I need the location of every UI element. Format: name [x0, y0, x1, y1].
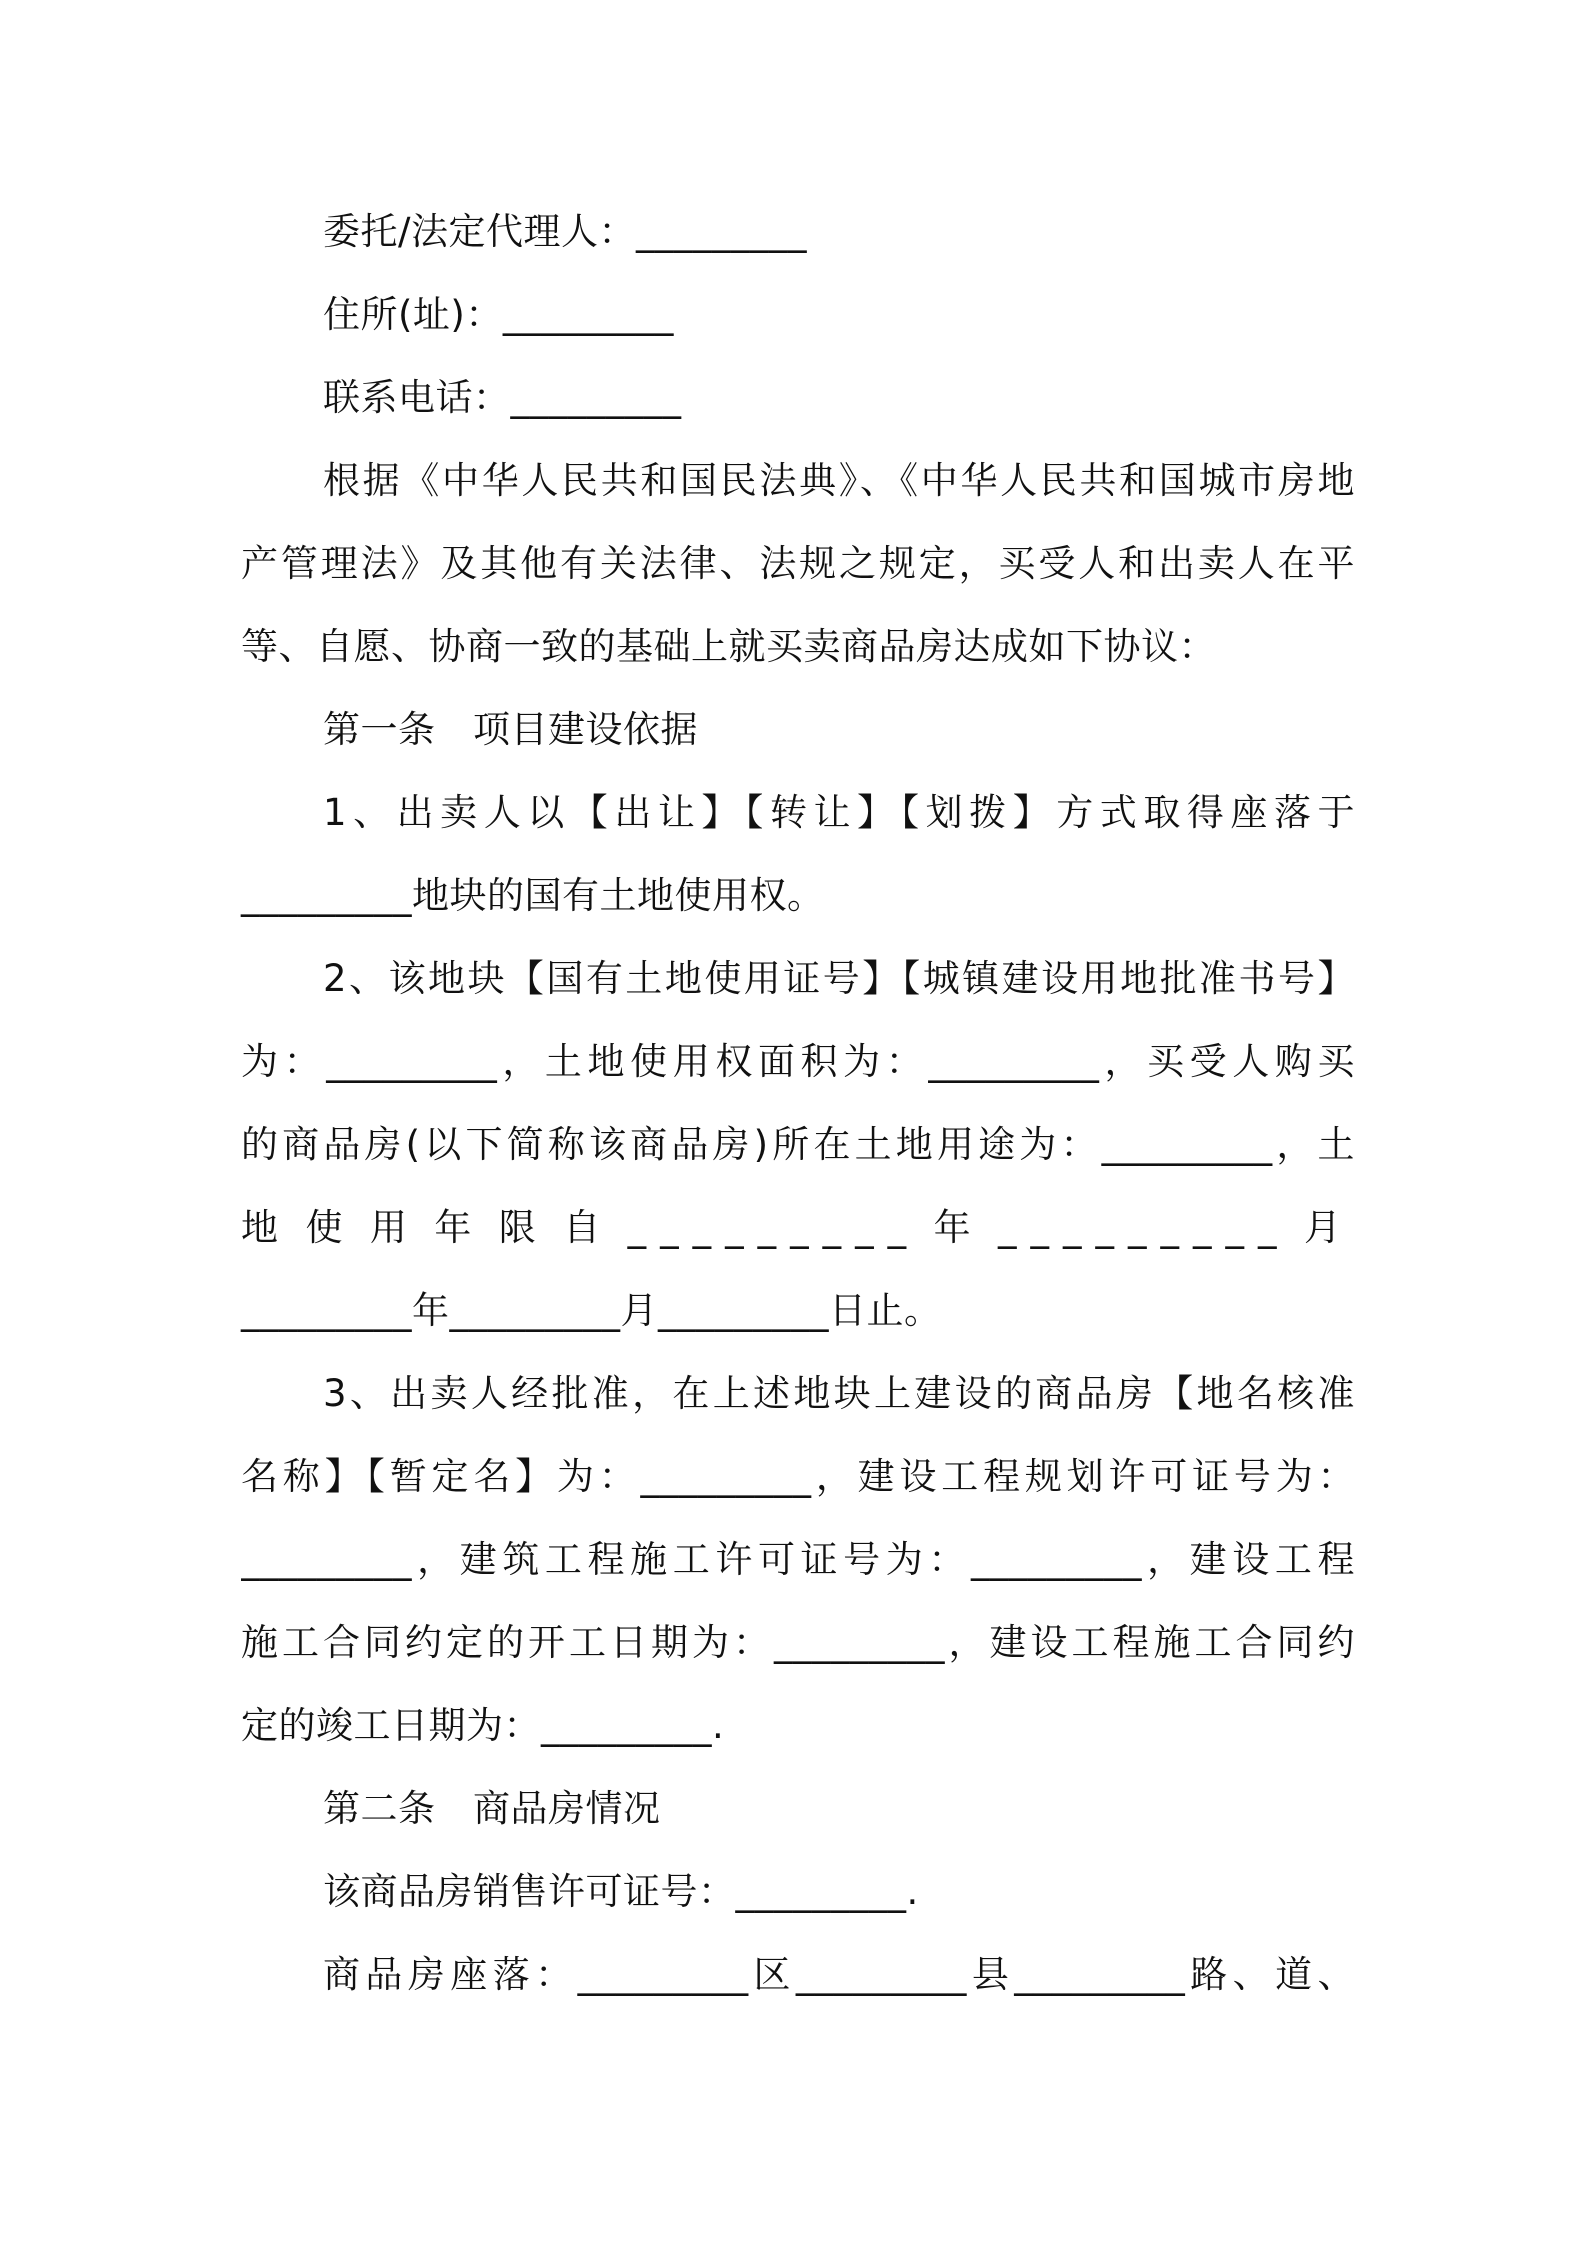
- clause-2-line-3: 的商品房(以下简称该商品房)所在土地用途为：_________，土: [241, 1123, 1355, 1166]
- sales-permit-line: 该商品房销售许可证号：_________.: [323, 1870, 919, 1913]
- clause-1-line-1: 1、出卖人以【出让】【转让】【划拨】方式取得座落于: [323, 791, 1355, 834]
- address-line: 住所(址)：_________: [323, 293, 674, 336]
- location-line: 商品房座落：_________区_________县_________路、道、: [323, 1953, 1355, 1996]
- phone-line: 联系电话：_________: [323, 376, 682, 419]
- clause-2-line-1: 2、该地块【国有土地使用证号】【城镇建设用地批准书号】: [323, 957, 1355, 1000]
- preamble-line-2: 产管理法》及其他有关法律、法规之规定，买受人和出卖人在平: [241, 542, 1355, 585]
- clause-2-line-2: 为：_________，土地使用权面积为：_________，买受人购买: [241, 1040, 1355, 1083]
- clause-2-line-4: 地使用年限自_________年_________月: [241, 1206, 1355, 1249]
- clause-3-line-5: 定的竣工日期为：_________.: [241, 1704, 725, 1747]
- clause-1-line-2: _________地块的国有土地使用权。: [241, 874, 825, 917]
- clause-3-line-4: 施工合同约定的开工日期为：_________，建设工程施工合同约: [241, 1621, 1355, 1664]
- clause-2-line-5: _________年_________月_________日止。: [241, 1289, 942, 1332]
- preamble-line-3: 等、自愿、协商一致的基础上就买卖商品房达成如下协议：: [241, 625, 1216, 668]
- agent-line: 委托/法定代理人：_________: [323, 210, 807, 253]
- article-2-heading: 第二条 商品房情况: [323, 1787, 661, 1830]
- preamble-line-1: 根据《中华人民共和国民法典》、《中华人民共和国城市房地: [323, 459, 1355, 502]
- article-1-heading: 第一条 项目建设依据: [323, 708, 698, 751]
- clause-3-line-3: _________，建筑工程施工许可证号为：_________，建设工程: [241, 1538, 1355, 1581]
- clause-3-line-1: 3、出卖人经批准，在上述地块上建设的商品房【地名核准: [323, 1372, 1355, 1415]
- clause-3-line-2: 名称】【暂定名】为：_________，建设工程规划许可证号为：: [241, 1455, 1355, 1498]
